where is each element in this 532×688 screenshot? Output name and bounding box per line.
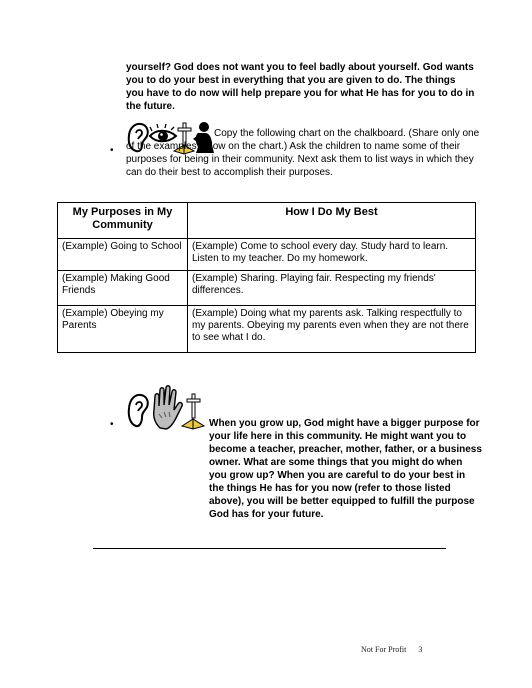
chart-header-best: How I Do My Best	[188, 203, 476, 239]
chart-cell: (Example) Come to school every day. Study hard to learn. Listen to my teacher. Do my homework.	[188, 239, 476, 271]
page-footer	[361, 645, 422, 654]
table-row	[58, 271, 476, 306]
chart-header-purposes: My Purposes in My Community	[58, 203, 188, 239]
table-row	[58, 306, 476, 353]
footer-label: Not For Profit	[361, 645, 407, 654]
intro-paragraph: yourself? God does not want you to feel badly about yourself. God wants you to do your best in everything that you are given to do. The things you have to do now will help prepare you for what He has for you to do in the future.	[126, 62, 475, 112]
chart-cell: (Example) Obeying my Parents	[58, 306, 188, 353]
purpose-text: When you grow up, God might have a bigger purpose for your life here in this community. He might want you to become a teacher, preacher, mother, father, or a business owner. What are some things that you might do when you grow up? When you are careful to do your best in the things He has for you now (refer to those listed above), you will be better equipped to fulfill the purpose God has for your future.	[209, 418, 482, 520]
instruction-paragraph	[126, 127, 482, 179]
divider-line	[93, 548, 446, 549]
table-row	[58, 239, 476, 271]
page-number: 3	[418, 645, 423, 654]
bullet-2: •	[110, 419, 114, 430]
chart-cell: (Example) Making Good Friends	[58, 271, 188, 306]
purpose-chart	[57, 202, 476, 353]
chart-cell: (Example) Sharing. Playing fair. Respecting my friends' differences.	[188, 271, 476, 306]
chart-cell: (Example) Going to School	[58, 239, 188, 271]
instruction-text: Copy the following chart on the chalkboard. (Share only one of the examples below on the chart.) Ask the children to name some of their purposes for being in their community. Next ask them to list ways in which they can do their best to accomplish their purposes.	[126, 128, 480, 178]
chart-cell: (Example) Doing what my parents ask. Talking respectfully to my parents. Obeying my parents even when they are not there to see what I do.	[188, 306, 476, 353]
bullet-1: •	[110, 145, 114, 156]
chart-header-row	[58, 203, 476, 239]
purpose-paragraph	[126, 417, 482, 521]
